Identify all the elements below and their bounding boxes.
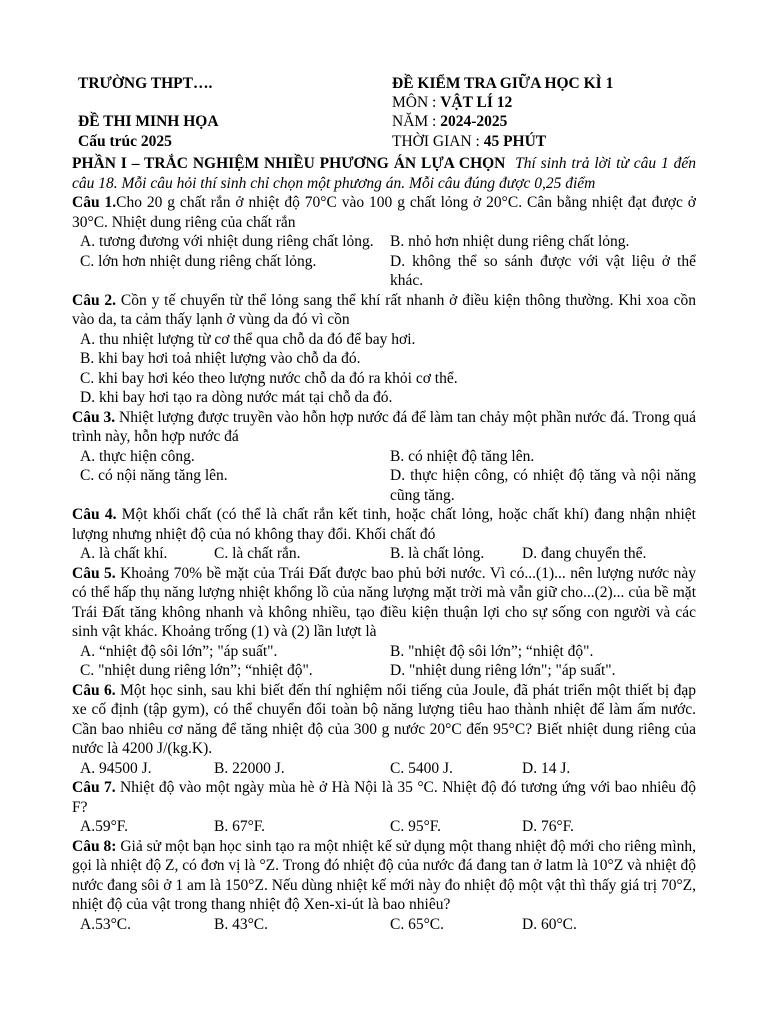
option-a: A. 94500 J.	[80, 759, 152, 777]
question-7	[72, 778, 696, 837]
question-8	[72, 837, 696, 935]
question-label: Câu 5.	[72, 564, 116, 582]
subject-line: MÔN : VẬT LÍ 12	[392, 94, 513, 111]
year-value: 2024-2025	[440, 113, 508, 130]
time-value: 45 PHÚT	[483, 133, 547, 150]
question-text: Một khối chất (có thể là chất rắn kết tinh, hoặc chất lỏng, hoặc chất khí) đang nhận nhiệt lượng nhưng nhiệt độ của nó không thay đổi. Khối chất đó	[72, 506, 696, 543]
school-name: TRƯỜNG THPT….	[78, 75, 213, 92]
option-b: B. nhỏ hơn nhiệt dung riêng chất lỏng.	[390, 233, 630, 250]
question-6	[72, 681, 696, 779]
option-d: D. đang chuyển thể.	[522, 545, 647, 562]
option-a: A. thực hiện công.	[80, 447, 195, 465]
option-a: A. là chất khí.	[80, 545, 168, 562]
question-text: Giả sử một bạn học sinh tạo ra một nhiệt kế sử dụng một thang nhiệt độ mới cho riêng mình, gọi là nhiệt độ Z, có đơn vị là °Z. Trong đó nhiệt độ của nước đá đang tan ở latm là 10°Z và nhiệt độ nước đang sôi ở 1 am là 150°Z. Nếu dùng nhiệt kế mới này đo nhiệt độ một vật thì thấy giá trị 70°Z, nhiệt độ của vật trong thang nhiệt độ Xen-xi-út là bao nhiêu?	[72, 837, 696, 913]
question-label: Câu 8:	[72, 837, 117, 855]
question-stem	[72, 681, 696, 759]
question-label: Câu 4.	[72, 506, 117, 523]
question-stem	[72, 291, 696, 330]
option-a: A. “nhiệt độ sôi lớn”; "áp suất".	[80, 642, 278, 660]
question-label: Câu 2.	[72, 291, 117, 309]
question-label: Câu 1.	[72, 194, 117, 211]
option-b: B. là chất lỏng.	[390, 545, 485, 562]
option-d: D. thực hiện công, có nhiệt độ tăng và nội năng cũng tăng.	[390, 467, 696, 504]
question-stem	[72, 408, 696, 447]
option-c: C. "nhiệt dung riêng lớn”; “nhiệt độ".	[80, 662, 313, 679]
option-b: B. 67°F.	[214, 818, 266, 835]
option-c: C. 95°F.	[390, 818, 442, 835]
option-c: C. là chất rắn.	[214, 545, 301, 562]
option-a: A. tương đương với nhiệt dung riêng chất lỏng.	[80, 233, 374, 250]
question-3	[72, 408, 696, 506]
option-c: C. khi bay hơi kéo theo lượng nước chỗ da đó ra khỏi cơ thể.	[80, 369, 458, 387]
question-stem	[72, 837, 696, 915]
option-b: B. 22000 J.	[214, 759, 285, 777]
question-stem	[72, 505, 696, 544]
exam-header	[72, 72, 696, 154]
question-1	[72, 193, 696, 291]
option-d: D. khi bay hơi tạo ra dòng nước mát tại chỗ da đó.	[80, 389, 393, 406]
question-text: Khoảng 70% bề mặt của Trái Đất được bao phủ bởi nước. Vì có...(1)... nên lượng nước này có thể hấp thụ năng lượng nhiệt khổng lồ của năng lượng mặt trời mà vẫn giữ cho...(2)... của bề mặt Trái Đất tăng không nhanh và không nhiều, tạo điều kiện thuận lợi cho sự sống con người và các sinh vật khác. Khoảng trống (1) và (2) lần lượt là	[72, 564, 696, 640]
option-a: A. thu nhiệt lượng từ cơ thể qua chỗ da đó để bay hơi.	[80, 330, 416, 348]
option-c: C. 65°C.	[390, 915, 445, 933]
option-d: D. "nhiệt dung riêng lớn"; "áp suất".	[390, 662, 616, 679]
option-b: B. có nhiệt độ tăng lên.	[390, 447, 535, 465]
question-label: Câu 3.	[72, 408, 116, 426]
option-c: C. có nội năng tăng lên.	[80, 467, 228, 484]
section-title: PHẦN I – TRẮC NGHIỆM NHIỀU PHƯƠNG ÁN LỰA CHỌN	[72, 155, 506, 172]
question-stem	[72, 193, 696, 232]
question-stem	[72, 564, 696, 642]
question-label: Câu 6.	[72, 681, 116, 699]
option-c: C. 5400 J.	[390, 759, 453, 777]
question-text: Nhiệt độ vào một ngày mùa hè ở Hà Nội là 35 °C. Nhiệt độ đó tương ứng với bao nhiêu độ F?	[72, 779, 696, 816]
option-d: D. 14 J.	[522, 759, 571, 777]
option-a: A.53°C.	[80, 915, 131, 933]
question-5	[72, 564, 696, 681]
option-d: D. 60°C.	[522, 915, 577, 933]
section-instruction: Thí sinh trả lời từ câu 1 đến câu 18. Mỗi câu hỏi thí sinh chỉ chọn một phương án. Mỗi câu đúng được 0,25 điểm	[72, 155, 696, 192]
question-label: Câu 7.	[72, 779, 116, 796]
question-text: Cồn y tế chuyển từ thể lỏng sang thể khí rất nhanh ở điều kiện thông thường. Khi xoa cồn vào da, ta cảm thấy lạnh ở vùng da đó vì cồn	[72, 291, 696, 328]
exam-name: ĐỀ THI MINH HỌA	[78, 113, 219, 130]
option-b: B. "nhiệt độ sôi lớn”; “nhiệt độ".	[390, 642, 594, 660]
option-b: B. 43°C.	[214, 915, 269, 933]
option-d: D. 76°F.	[522, 818, 574, 835]
option-d: D. không thể so sánh được với vật liệu ở thể khác.	[390, 252, 696, 289]
time-line: THỜI GIAN : 45 PHÚT	[392, 133, 547, 150]
question-text: Nhiệt lượng được truyền vào hỗn hợp nước đá để làm tan chảy một phần nước đá. Trong quá trình này, hỗn hợp nước đá	[72, 408, 696, 445]
year-line: NĂM : 2024-2025	[392, 113, 508, 130]
subject-value: VẬT LÍ 12	[440, 94, 513, 111]
question-2	[72, 291, 696, 408]
section-heading	[72, 154, 696, 193]
exam-structure: Cấu trúc 2025	[78, 133, 172, 150]
question-4	[72, 505, 696, 564]
option-b: B. khi bay hơi toả nhiệt lượng vào chỗ da đó.	[80, 350, 361, 367]
question-text: Một học sinh, sau khi biết đến thí nghiệm nổi tiếng của Joule, đã phát triển một thiết bị đạp xe cố định (tập gym), có thể chuyển đổi toàn bộ năng lượng tiêu hao thành nhiệt để làm ấm nước. Cần bao nhiêu cơ năng để tăng nhiệt độ của 300 g nước 20°C đến 95°C? Biết nhiệt dung riêng của nước là 4200 J/(kg.K).	[72, 681, 696, 757]
option-c: C. lớn hơn nhiệt dung riêng chất lỏng.	[80, 252, 317, 270]
question-stem	[72, 778, 696, 817]
exam-page	[72, 72, 696, 934]
option-a: A.59°F.	[80, 818, 129, 835]
question-text: Cho 20 g chất rắn ở nhiệt độ 70°C vào 100 g chất lỏng ở 20°C. Cân bằng nhiệt đạt được ở 30°C. Nhiệt dung riêng của chất rắn	[72, 194, 696, 231]
exam-title: ĐỀ KIỂM TRA GIỮA HỌC KÌ 1	[392, 75, 614, 92]
